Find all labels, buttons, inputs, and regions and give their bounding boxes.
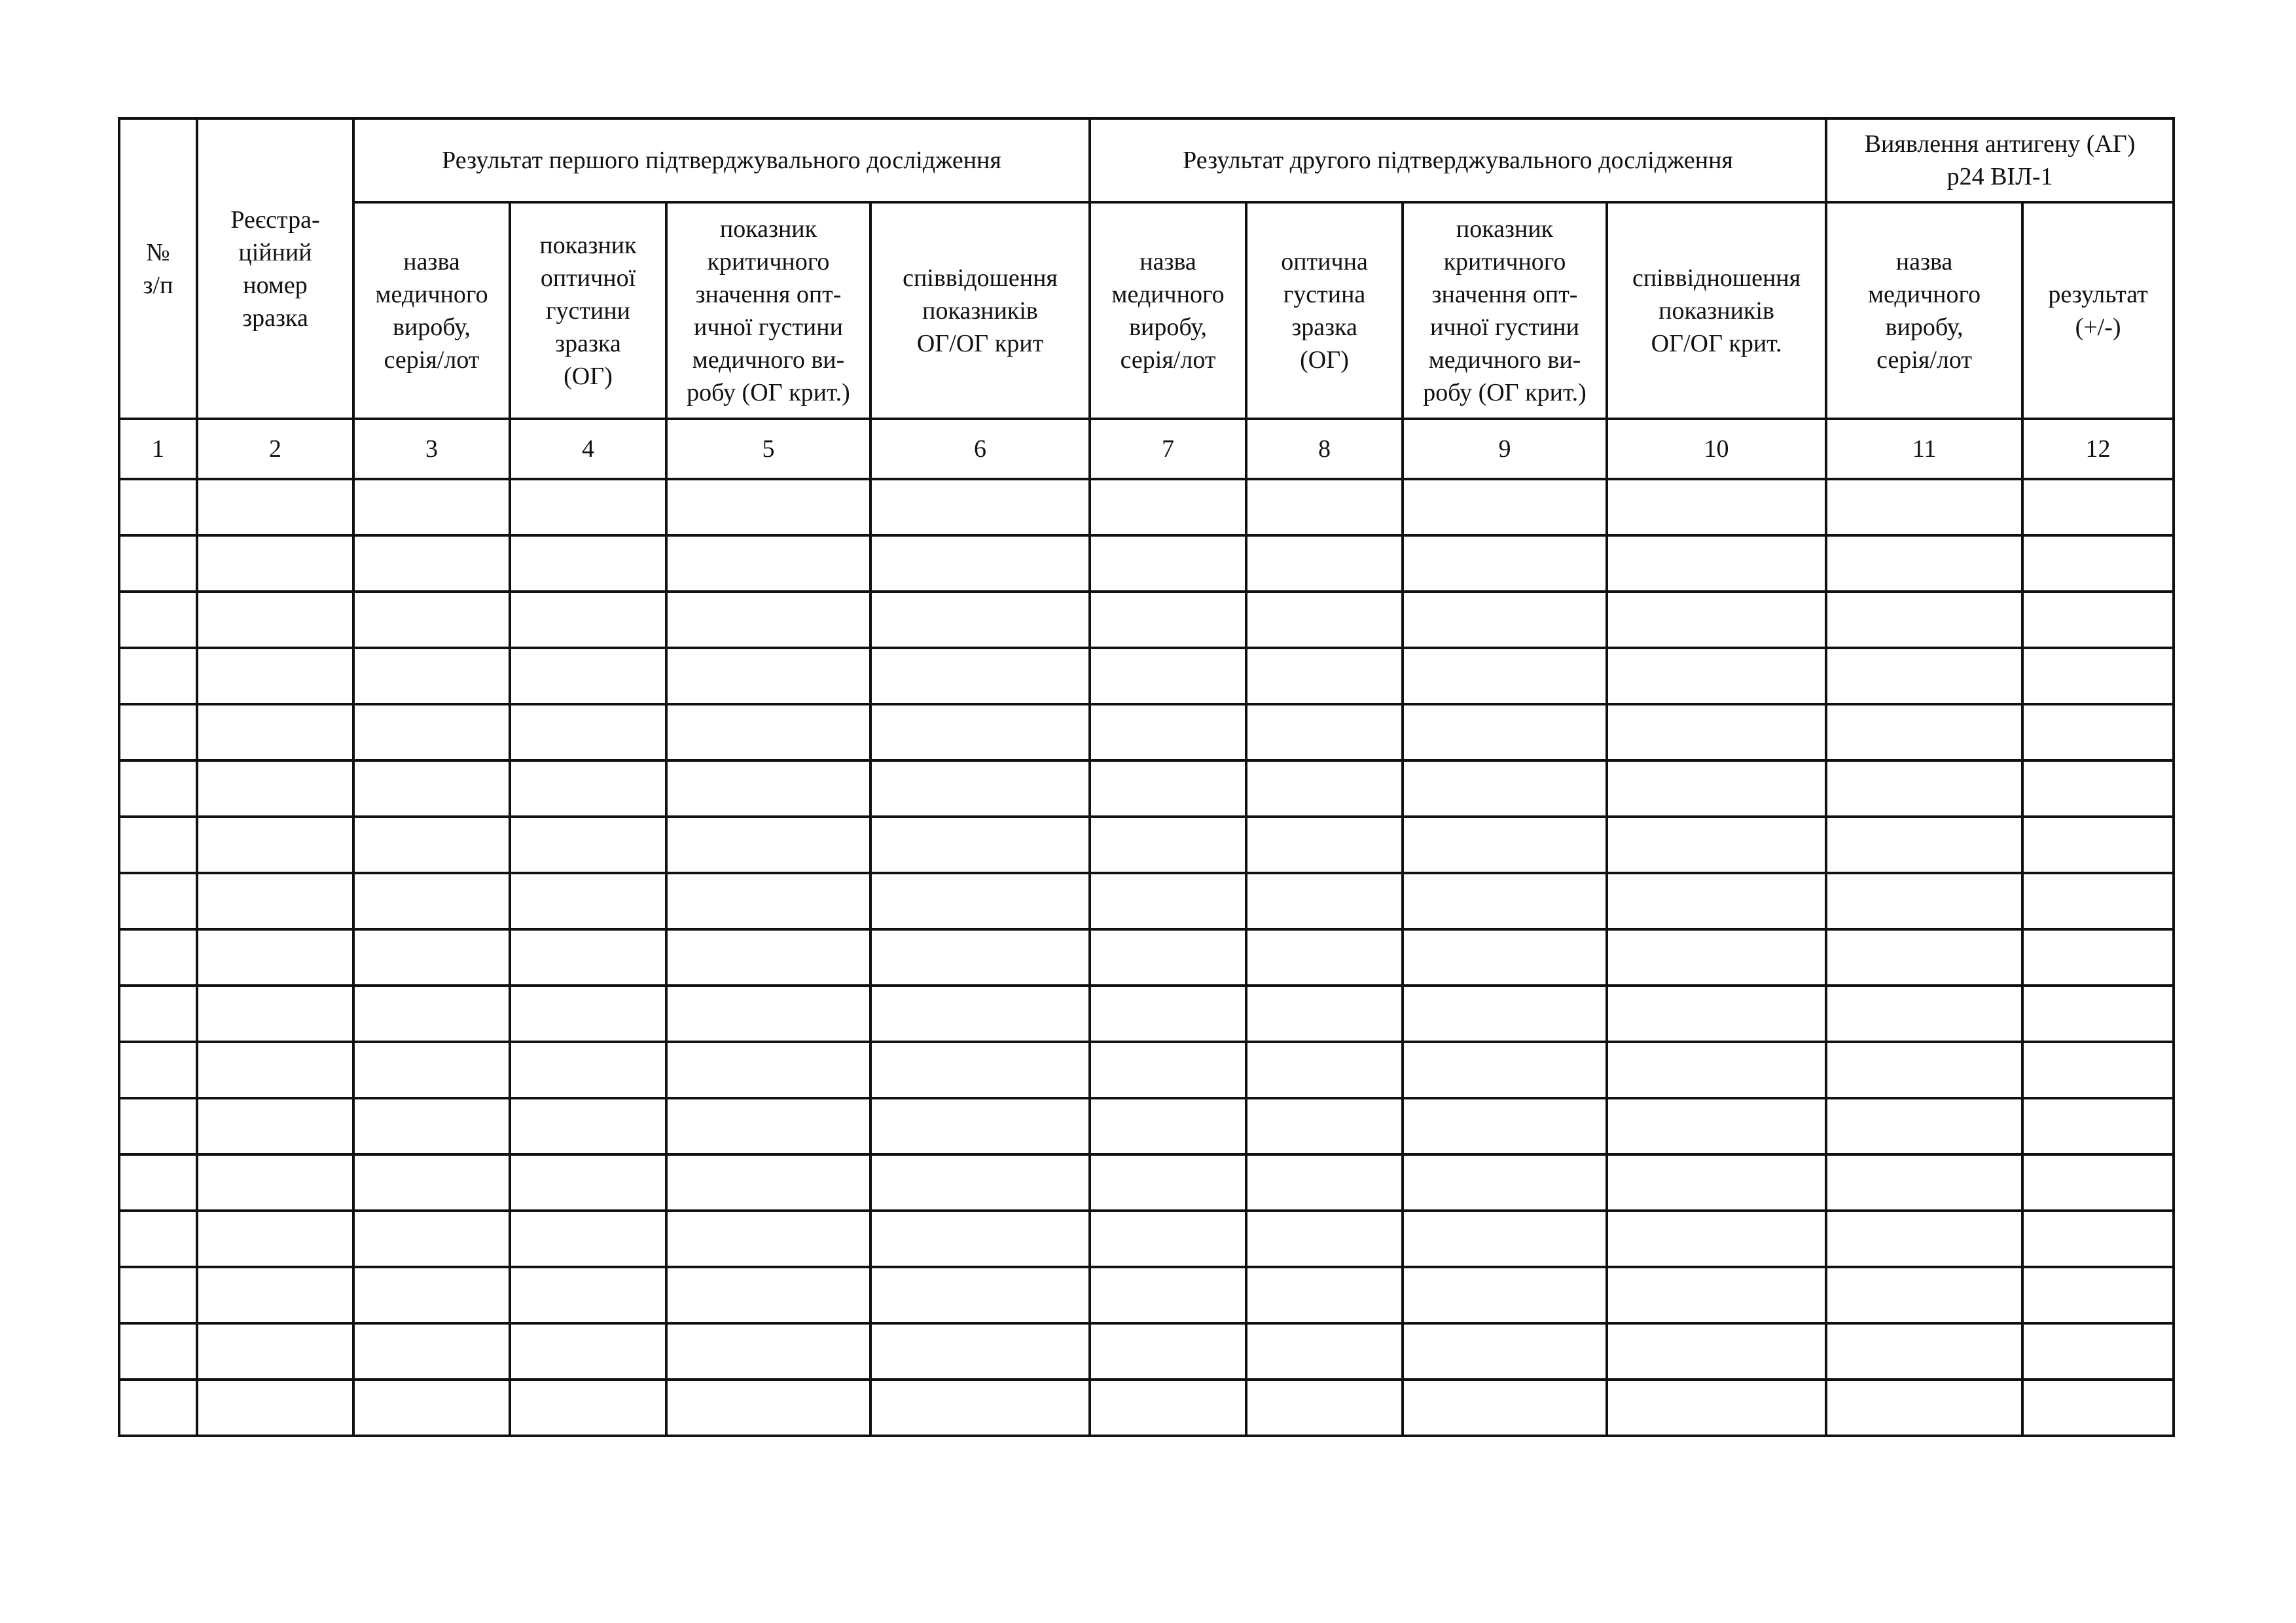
table-cell[interactable]	[353, 1098, 510, 1154]
table-cell[interactable]	[1090, 1154, 1246, 1211]
table-cell[interactable]	[1246, 1211, 1403, 1267]
table-cell[interactable]	[353, 760, 510, 817]
table-cell[interactable]	[1403, 1211, 1607, 1267]
table-cell[interactable]	[1826, 1154, 2022, 1211]
table-cell[interactable]	[1246, 704, 1403, 760]
table-cell[interactable]	[510, 479, 666, 535]
table-cell[interactable]	[2022, 479, 2174, 535]
table-cell[interactable]	[353, 929, 510, 986]
table-cell[interactable]	[1246, 760, 1403, 817]
table-row	[119, 1154, 2174, 1211]
table-cell[interactable]	[870, 1154, 1090, 1211]
table-cell[interactable]	[119, 1211, 197, 1267]
table-cell[interactable]	[119, 1323, 197, 1380]
subheader-first-product-name: назва медичного виробу, серія/лот	[353, 202, 510, 419]
table-cell[interactable]	[870, 1323, 1090, 1380]
table-cell[interactable]	[1246, 648, 1403, 704]
table-cell[interactable]	[119, 1380, 197, 1436]
table-row	[119, 1211, 2174, 1267]
table-cell[interactable]	[1246, 1042, 1403, 1098]
table-cell[interactable]	[197, 1211, 353, 1267]
column-number: 5	[666, 419, 870, 479]
table-cell[interactable]	[1090, 535, 1246, 592]
table-cell[interactable]	[353, 817, 510, 873]
table-cell[interactable]	[870, 1380, 1090, 1436]
table-cell[interactable]	[2022, 817, 2174, 873]
table-cell[interactable]	[870, 592, 1090, 648]
table-cell[interactable]	[197, 704, 353, 760]
table-cell[interactable]	[197, 873, 353, 929]
table-cell[interactable]	[870, 479, 1090, 535]
table-cell[interactable]	[1090, 1323, 1246, 1380]
table-cell[interactable]	[1826, 986, 2022, 1042]
table-cell[interactable]	[197, 592, 353, 648]
table-row	[119, 1267, 2174, 1323]
table-cell[interactable]	[1090, 817, 1246, 873]
table-cell[interactable]	[119, 760, 197, 817]
table-row	[119, 535, 2174, 592]
table-cell[interactable]	[197, 1154, 353, 1211]
table-cell[interactable]	[1607, 986, 1826, 1042]
table-cell[interactable]	[1403, 1380, 1607, 1436]
table-cell[interactable]	[510, 1211, 666, 1267]
table-cell[interactable]	[510, 1042, 666, 1098]
table-cell[interactable]	[1090, 929, 1246, 986]
table-cell[interactable]	[1246, 1323, 1403, 1380]
table-cell[interactable]	[197, 817, 353, 873]
table-cell[interactable]	[353, 592, 510, 648]
table-cell[interactable]	[666, 1323, 870, 1380]
column-number: 7	[1090, 419, 1246, 479]
column-number: 6	[870, 419, 1090, 479]
table-cell[interactable]	[870, 873, 1090, 929]
table-row	[119, 1098, 2174, 1154]
table-cell[interactable]	[2022, 1267, 2174, 1323]
table-cell[interactable]	[666, 1211, 870, 1267]
table-cell[interactable]	[510, 986, 666, 1042]
table-row	[119, 873, 2174, 929]
table-cell[interactable]	[1826, 873, 2022, 929]
table-row	[119, 929, 2174, 986]
table-row	[119, 1380, 2174, 1436]
table-cell[interactable]	[2022, 929, 2174, 986]
table-cell[interactable]	[1607, 704, 1826, 760]
results-form-table	[118, 117, 2175, 1437]
table-cell[interactable]	[870, 760, 1090, 817]
table-cell[interactable]	[510, 1380, 666, 1436]
table-cell[interactable]	[1090, 479, 1246, 535]
table-cell[interactable]	[870, 1211, 1090, 1267]
table-cell[interactable]	[1403, 1323, 1607, 1380]
table-cell[interactable]	[197, 760, 353, 817]
table-cell[interactable]	[870, 1098, 1090, 1154]
table-cell[interactable]	[1826, 1042, 2022, 1098]
table-cell[interactable]	[1090, 1267, 1246, 1323]
table-cell[interactable]	[1246, 1154, 1403, 1211]
table-cell[interactable]	[119, 817, 197, 873]
header-number-cell: № з/п	[119, 118, 197, 419]
table-cell[interactable]	[119, 648, 197, 704]
table-cell[interactable]	[353, 704, 510, 760]
table-cell[interactable]	[353, 1154, 510, 1211]
subheader-first-critical-value: показник критичного значення опт- ичної густини медичного ви- робу (ОГ крит.)	[666, 202, 870, 419]
table-cell[interactable]	[666, 1380, 870, 1436]
table-cell[interactable]	[1826, 648, 2022, 704]
table-cell[interactable]	[2022, 535, 2174, 592]
table-cell[interactable]	[1826, 1323, 2022, 1380]
table-cell[interactable]	[1403, 760, 1607, 817]
table-cell[interactable]	[2022, 1154, 2174, 1211]
table-cell[interactable]	[870, 648, 1090, 704]
table-cell[interactable]	[1607, 1323, 1826, 1380]
header-group-row	[119, 118, 2174, 202]
table-cell[interactable]	[197, 648, 353, 704]
table-cell[interactable]	[510, 760, 666, 817]
table-row	[119, 1323, 2174, 1380]
table-cell[interactable]	[353, 1267, 510, 1323]
table-cell[interactable]	[2022, 1211, 2174, 1267]
table-cell[interactable]	[1607, 1380, 1826, 1436]
table-cell[interactable]	[1403, 648, 1607, 704]
table-cell[interactable]	[510, 1323, 666, 1380]
subheader-second-critical-value: показник критичного значення опт- ичної густини медичного ви- робу (ОГ крит.)	[1403, 202, 1607, 419]
table-cell[interactable]	[353, 873, 510, 929]
table-cell[interactable]	[1826, 760, 2022, 817]
table-cell[interactable]	[1826, 592, 2022, 648]
column-number: 10	[1607, 419, 1826, 479]
table-cell[interactable]	[666, 1042, 870, 1098]
table-cell[interactable]	[1607, 535, 1826, 592]
header-second-study-cell: Результат другого підтверджувального дослідження	[1090, 118, 1826, 202]
table-cell[interactable]	[197, 1323, 353, 1380]
table-cell[interactable]	[197, 1267, 353, 1323]
table-cell[interactable]	[666, 817, 870, 873]
column-number: 3	[353, 419, 510, 479]
subheader-first-optical-density: показник оптичної густини зразка (ОГ)	[510, 202, 666, 419]
table-cell[interactable]	[1090, 1380, 1246, 1436]
table-cell[interactable]	[666, 704, 870, 760]
table-cell[interactable]	[870, 1042, 1090, 1098]
table-cell[interactable]	[197, 986, 353, 1042]
table-cell[interactable]	[2022, 1042, 2174, 1098]
table-cell[interactable]	[1607, 1042, 1826, 1098]
subheader-second-ratio: співвідношення показників ОГ/ОГ крит.	[1607, 202, 1826, 419]
header-registration-number-cell: Реєстра- ційний номер зразка	[197, 118, 353, 419]
table-cell[interactable]	[353, 1042, 510, 1098]
table-row	[119, 479, 2174, 535]
table-cell[interactable]	[1246, 817, 1403, 873]
table-cell[interactable]	[197, 929, 353, 986]
table-cell[interactable]	[1607, 817, 1826, 873]
table-cell[interactable]	[1090, 873, 1246, 929]
table-cell[interactable]	[353, 986, 510, 1042]
subheader-second-product-name: назва медичного виробу, серія/лот	[1090, 202, 1246, 419]
table-cell[interactable]	[1607, 1154, 1826, 1211]
table-cell[interactable]	[870, 1267, 1090, 1323]
table-cell[interactable]	[510, 704, 666, 760]
table-cell[interactable]	[2022, 873, 2174, 929]
table-cell[interactable]	[666, 1267, 870, 1323]
table-row	[119, 592, 2174, 648]
table-cell[interactable]	[510, 929, 666, 986]
table-cell[interactable]	[119, 986, 197, 1042]
table-cell[interactable]	[1403, 535, 1607, 592]
table-row	[119, 760, 2174, 817]
table-cell[interactable]	[197, 479, 353, 535]
table-cell[interactable]	[1090, 1211, 1246, 1267]
table-cell[interactable]	[1607, 929, 1826, 986]
table-cell[interactable]	[1826, 479, 2022, 535]
table-cell[interactable]	[1090, 1042, 1246, 1098]
column-number: 11	[1826, 419, 2022, 479]
table-cell[interactable]	[666, 1154, 870, 1211]
table-cell[interactable]	[1607, 1211, 1826, 1267]
table-cell[interactable]	[1246, 986, 1403, 1042]
table-cell[interactable]	[2022, 648, 2174, 704]
column-number: 2	[197, 419, 353, 479]
subheader-antigen-product-name: назва медичного виробу, серія/лот	[1826, 202, 2022, 419]
table-cell[interactable]	[1246, 929, 1403, 986]
table-cell[interactable]	[1826, 1380, 2022, 1436]
table-cell[interactable]	[666, 929, 870, 986]
table-cell[interactable]	[870, 986, 1090, 1042]
column-number: 8	[1246, 419, 1403, 479]
table-cell[interactable]	[1607, 648, 1826, 704]
table-cell[interactable]	[119, 1154, 197, 1211]
table-cell[interactable]	[1246, 535, 1403, 592]
table-cell[interactable]	[1826, 1098, 2022, 1154]
table-row	[119, 648, 2174, 704]
table-cell[interactable]	[1826, 535, 2022, 592]
table-cell[interactable]	[353, 479, 510, 535]
table-cell[interactable]	[1090, 1098, 1246, 1154]
column-number: 4	[510, 419, 666, 479]
table-cell[interactable]	[510, 592, 666, 648]
table-cell[interactable]	[1403, 1267, 1607, 1323]
table-cell[interactable]	[870, 929, 1090, 986]
table-cell[interactable]	[666, 648, 870, 704]
table-cell[interactable]	[2022, 1380, 2174, 1436]
table-cell[interactable]	[1090, 648, 1246, 704]
column-number-row	[119, 419, 2174, 479]
subheader-antigen-result: результат (+/-)	[2022, 202, 2174, 419]
table-cell[interactable]	[119, 479, 197, 535]
header-antigen-detection-cell: Виявлення антигену (АГ) р24 ВІЛ-1	[1826, 118, 2174, 202]
table-cell[interactable]	[1403, 929, 1607, 986]
table-cell[interactable]	[1246, 873, 1403, 929]
table-cell[interactable]	[870, 535, 1090, 592]
table-cell[interactable]	[510, 1154, 666, 1211]
column-number: 12	[2022, 419, 2174, 479]
subheader-first-ratio: співвідошення показників ОГ/ОГ крит	[870, 202, 1090, 419]
table-cell[interactable]	[666, 535, 870, 592]
table-cell[interactable]	[870, 704, 1090, 760]
table-cell[interactable]	[2022, 1323, 2174, 1380]
table-cell[interactable]	[1826, 1211, 2022, 1267]
table-cell[interactable]	[1403, 873, 1607, 929]
table-cell[interactable]	[2022, 704, 2174, 760]
table-cell[interactable]	[2022, 1098, 2174, 1154]
table-cell[interactable]	[510, 535, 666, 592]
table-cell[interactable]	[353, 1380, 510, 1436]
table-cell[interactable]	[1607, 479, 1826, 535]
table-cell[interactable]	[353, 1323, 510, 1380]
table-cell[interactable]	[1246, 1267, 1403, 1323]
table-cell[interactable]	[1246, 1098, 1403, 1154]
table-cell[interactable]	[1403, 1042, 1607, 1098]
table-cell[interactable]	[119, 535, 197, 592]
table-cell[interactable]	[119, 1267, 197, 1323]
table-row	[119, 817, 2174, 873]
table-cell[interactable]	[119, 1098, 197, 1154]
table-cell[interactable]	[353, 535, 510, 592]
table-cell[interactable]	[1607, 760, 1826, 817]
table-cell[interactable]	[510, 1098, 666, 1154]
table-cell[interactable]	[1607, 1098, 1826, 1154]
table-cell[interactable]	[1826, 817, 2022, 873]
header-first-study-cell: Результат першого підтверджувального дослідження	[353, 118, 1090, 202]
table-cell[interactable]	[666, 760, 870, 817]
table-cell[interactable]	[666, 1098, 870, 1154]
header-subcolumn-row	[119, 202, 2174, 419]
table-cell[interactable]	[1403, 704, 1607, 760]
table-cell[interactable]	[197, 535, 353, 592]
table-cell[interactable]	[666, 592, 870, 648]
table-cell[interactable]	[2022, 986, 2174, 1042]
table-cell[interactable]	[1246, 592, 1403, 648]
table-cell[interactable]	[2022, 592, 2174, 648]
table-cell[interactable]	[870, 817, 1090, 873]
table-cell[interactable]	[1246, 479, 1403, 535]
table-cell[interactable]	[1826, 929, 2022, 986]
table-cell[interactable]	[1403, 986, 1607, 1042]
table-cell[interactable]	[510, 817, 666, 873]
table-cell[interactable]	[1090, 704, 1246, 760]
column-number: 1	[119, 419, 197, 479]
table-cell[interactable]	[1090, 592, 1246, 648]
table-cell[interactable]	[1090, 760, 1246, 817]
table-cell[interactable]	[666, 479, 870, 535]
table-cell[interactable]	[510, 873, 666, 929]
table-row	[119, 704, 2174, 760]
table-row	[119, 1042, 2174, 1098]
table-cell[interactable]	[2022, 760, 2174, 817]
subheader-second-optical-density: оптична густина зразка (ОГ)	[1246, 202, 1403, 419]
table-cell[interactable]	[1403, 817, 1607, 873]
table-cell[interactable]	[197, 1380, 353, 1436]
table-cell[interactable]	[1607, 873, 1826, 929]
table-cell[interactable]	[1403, 1098, 1607, 1154]
table-cell[interactable]	[510, 648, 666, 704]
table-cell[interactable]	[197, 1098, 353, 1154]
table-cell[interactable]	[119, 704, 197, 760]
table-cell[interactable]	[119, 929, 197, 986]
table-cell[interactable]	[119, 873, 197, 929]
table-cell[interactable]	[666, 986, 870, 1042]
table-cell[interactable]	[1403, 1154, 1607, 1211]
table-cell[interactable]	[353, 648, 510, 704]
table-cell[interactable]	[119, 1042, 197, 1098]
table-cell[interactable]	[353, 1211, 510, 1267]
column-number: 9	[1403, 419, 1607, 479]
table-cell[interactable]	[119, 592, 197, 648]
table-cell[interactable]	[1246, 1380, 1403, 1436]
table-cell[interactable]	[197, 1042, 353, 1098]
table-cell[interactable]	[510, 1267, 666, 1323]
table-cell[interactable]	[1403, 479, 1607, 535]
table-cell[interactable]	[1607, 1267, 1826, 1323]
table-cell[interactable]	[1403, 592, 1607, 648]
table-cell[interactable]	[1826, 704, 2022, 760]
table-row	[119, 986, 2174, 1042]
table-cell[interactable]	[666, 873, 870, 929]
table-cell[interactable]	[1090, 986, 1246, 1042]
table-cell[interactable]	[1607, 592, 1826, 648]
table-cell[interactable]	[1826, 1267, 2022, 1323]
